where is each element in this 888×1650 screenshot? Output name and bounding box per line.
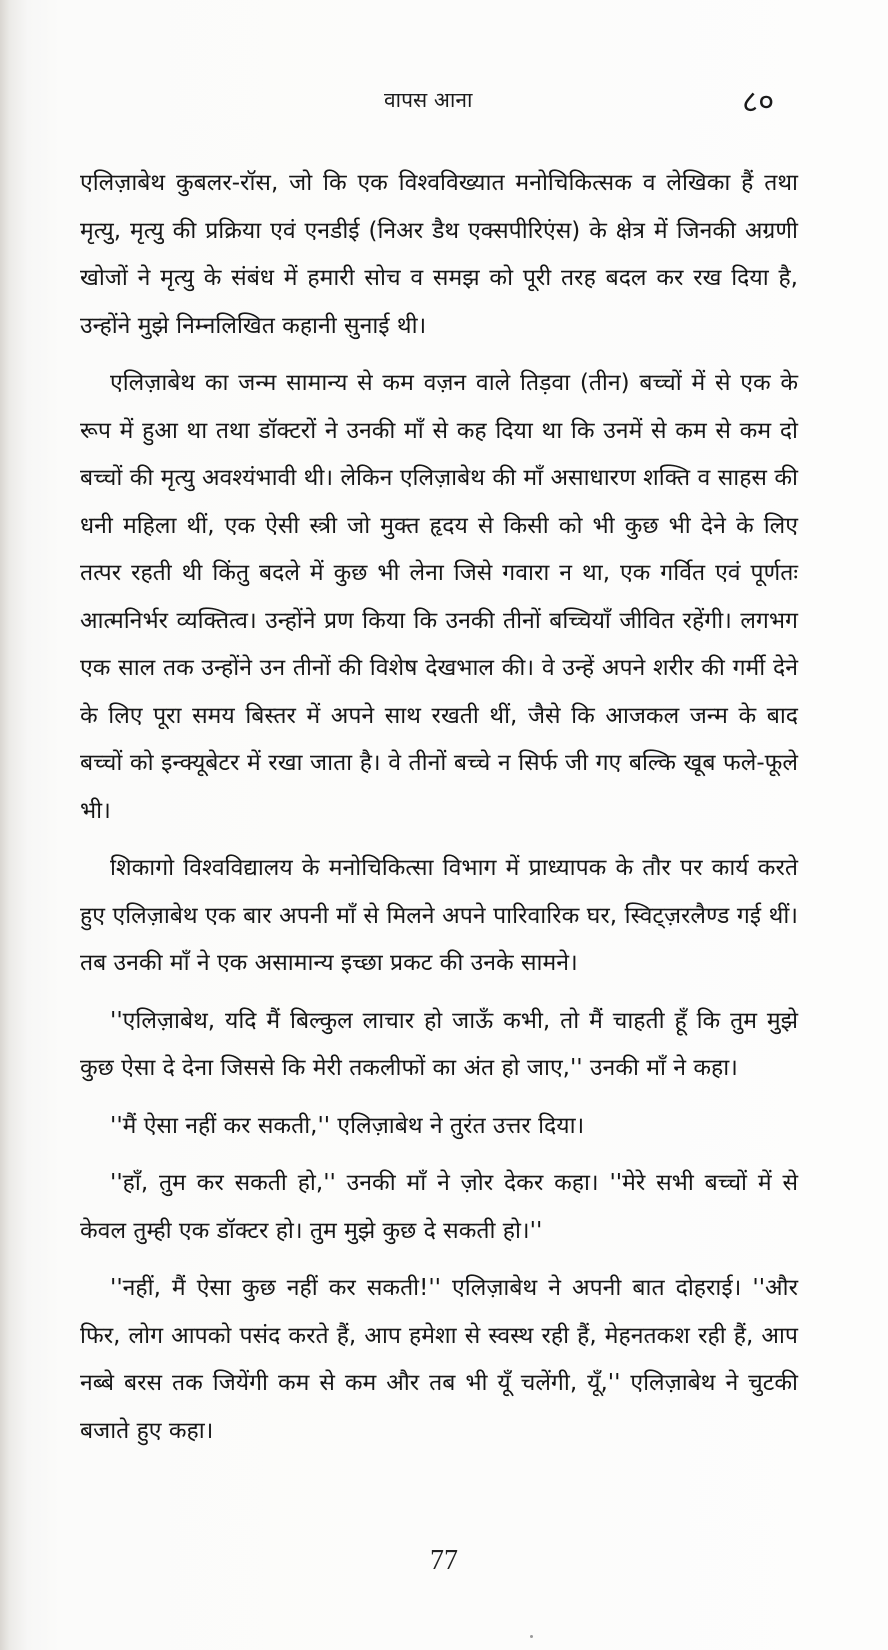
page-number: 77 [430, 1545, 458, 1576]
page-header [0, 80, 888, 128]
paper-speck [530, 1635, 533, 1638]
paragraph-chicago: शिकागो विश्वविद्यालय के मनोचिकित्सा विभाग में प्राध्यापक के तौर पर कार्य करते हुए एलिज़ाबेथ एक बार अपनी माँ से मिलने अपने पारिवारिक घर, स्विट्ज़रलैण्ड गई थीं। तब उनकी माँ ने एक असामान्य इच्छा प्रकट की उनके सामने। [80, 855, 798, 976]
paragraph-mother-request: ''एलिज़ाबेथ, यदि मैं बिल्कुल लाचार हो जाऊँ कभी, तो मैं चाहती हूँ कि तुम मुझे कुछ ऐसा दे देना जिससे कि मेरी तकलीफों का अंत हो जाए,'' उनकी माँ ने कहा। [80, 1007, 798, 1081]
paragraph-intro: एलिज़ाबेथ कुबलर-रॉस, जो कि एक विश्वविख्यात मनोचिकित्सक व लेखिका हैं तथा मृत्यु, मृत्यु की प्रक्रिया एवं एनडीई (निअर डैथ एक्सपीरिएंस) के क्षेत्र में जिनकी अग्रणी खोजों ने मृत्यु के संबंध में हमारी सोच व समझ को पूरी तरह बदल कर रख दिया है, उन्होंने मुझे निम्नलिखित कहानी सुनाई थी। [80, 170, 798, 339]
paragraph-birth: एलिज़ाबेथ का जन्म सामान्य से कम वज़न वाले तिड़वा (तीन) बच्चों में से एक के रूप में हुआ था तथा डॉक्टरों ने उनकी माँ से कह दिया था कि उनमें से कम से कम दो बच्चों की मृत्यु अवश्यंभावी थी। लेकिन एलिज़ाबेथ की माँ असाधारण शक्ति व साहस की धनी महिला थीं, एक ऐसी स्त्री जो मुक्त हृदय से किसी को भी कुछ भी देने के लिए तत्पर रहती थी किंतु बदले में कुछ भी लेना जिसे गवारा न था, एक गर्वित एवं पूर्णतः आत्मनिर्भर व्यक्तित्व। उन्होंने प्रण किया कि उनकी तीनों बच्चियाँ जीवित रहेंगी। लगभग एक साल तक उन्होंने उन तीनों की विशेष देखभाल की। वे उन्हें अपने शरीर की गर्मी देने के लिए पूरा समय बिस्तर में अपने साथ रखती थीं, जैसे कि आजकल जन्म के बाद बच्चों को इन्क्यूबेटर में रखा जाता है। वे तीनों बच्चे न सिर्फ जी गए बल्कि खूब फले-फूले भी। [80, 370, 798, 824]
folio-number: ८० [742, 84, 775, 120]
body-text [80, 160, 798, 1465]
paragraph-refusal: ''मैं ऐसा नहीं कर सकती,'' एलिज़ाबेथ ने तुरंत उत्तर दिया। [110, 1112, 585, 1139]
running-head-title: वापस आना [384, 88, 473, 112]
paragraph-reply: ''नहीं, मैं ऐसा कुछ नहीं कर सकती!'' एलिज़ाबेथ ने अपनी बात दोहराई। ''और फिर, लोग आपको पसंद करते हैं, आप हमेशा से स्वस्थ रही हैं, मेहनतकश रही हैं, आप नब्बे बरस तक जियेंगी कम से कम और तब भी यूँ चलेंगी, यूँ,'' एलिज़ाबेथ ने चुटकी बजाते हुए कहा। [80, 1275, 798, 1444]
paragraph-insistence: ''हाँ, तुम कर सकती हो,'' उनकी माँ ने ज़ोर देकर कहा। ''मेरे सभी बच्चों में से केवल तुम्ही एक डॉक्टर हो। तुम मुझे कुछ दे सकती हो।'' [80, 1170, 798, 1244]
